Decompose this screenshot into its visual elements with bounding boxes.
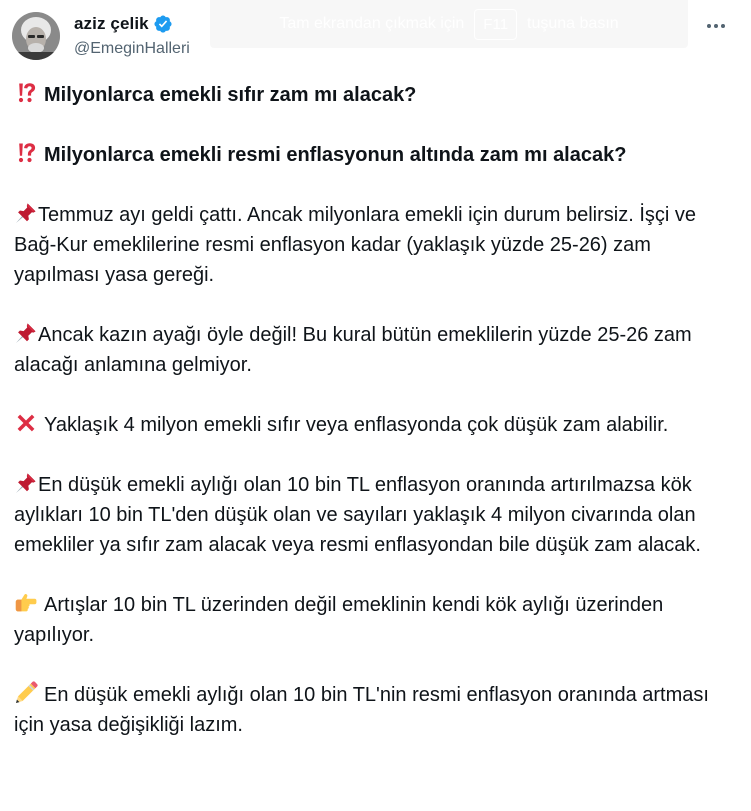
tweet-text (14, 80, 736, 770)
fullscreen-hint-before: Tam ekrandan çıkmak için (279, 15, 465, 32)
verified-badge-icon[interactable] (153, 14, 173, 34)
tweet-paragraph (14, 410, 736, 440)
tweet-paragraph (14, 470, 736, 560)
tweet-paragraph-text: Milyonlarca emekli sıfır zam mı alacak? (44, 84, 417, 106)
pointing-right-icon (14, 594, 44, 616)
tweet-paragraph-text: En düşük emekli aylığı olan 10 bin TL enflasyon oranında artırılmazsa kök aylıkları 10 bin TL'den düşük olan ve sayıları yaklaşık 4 milyon civarında olan emekliler ya sıfır zam alacak veya resmi enflasyondan bile düşük zam alacak. (14, 474, 701, 556)
pushpin-icon (14, 324, 38, 346)
cross-mark-icon (14, 414, 44, 436)
tweet-paragraph-text: En düşük emekli aylığı olan 10 bin TL'nin resmi enflasyon oranında artması için yasa değişikliği lazım. (14, 684, 709, 736)
fullscreen-hint-after: tuşuna basın (527, 15, 619, 32)
tweet-paragraph (14, 320, 736, 380)
fullscreen-hint-key: F11 (474, 9, 517, 40)
display-name-row (74, 12, 190, 36)
tweet-paragraph (14, 590, 736, 650)
avatar[interactable] (12, 12, 60, 60)
tweet-paragraph-text: Temmuz ayı geldi çattı. Ancak milyonlara emekli için durum belirsiz. İşçi ve Bağ-Kur emeklilerine resmi enflasyon kadar (yaklaşık yüzde 25-26) zam yapılması yasa gereği. (14, 204, 697, 286)
exclamation-question-icon (14, 84, 44, 106)
more-options-button[interactable] (699, 14, 733, 38)
pushpin-icon (14, 204, 38, 226)
display-name[interactable]: aziz çelik (74, 14, 149, 33)
more-horizontal-icon (706, 24, 727, 28)
fullscreen-exit-hint (210, 0, 688, 48)
exclamation-question-icon (14, 144, 44, 166)
tweet-paragraph (14, 80, 736, 110)
tweet-paragraph (14, 200, 736, 290)
tweet-paragraph (14, 140, 736, 170)
tweet-paragraph-text: Artışlar 10 bin TL üzerinden değil emeklinin kendi kök aylığı üzerinden yapılıyor. (14, 594, 664, 646)
author-block (74, 12, 190, 60)
pushpin-icon (14, 474, 38, 496)
tweet-paragraph-text: Yaklaşık 4 milyon emekli sıfır veya enflasyonda çok düşük zam alabilir. (44, 414, 669, 436)
tweet-paragraph-text: Milyonlarca emekli resmi enflasyonun altında zam mı alacak? (44, 144, 627, 166)
pencil-icon (14, 684, 44, 706)
avatar-photo-icon (12, 12, 60, 60)
tweet-paragraph-text: Ancak kazın ayağı öyle değil! Bu kural bütün emeklilerin yüzde 25-26 zam alacağı anlamına gelmiyor. (14, 324, 692, 376)
tweet-paragraph (14, 680, 736, 740)
handle[interactable]: @EmeginHalleri (74, 40, 190, 57)
